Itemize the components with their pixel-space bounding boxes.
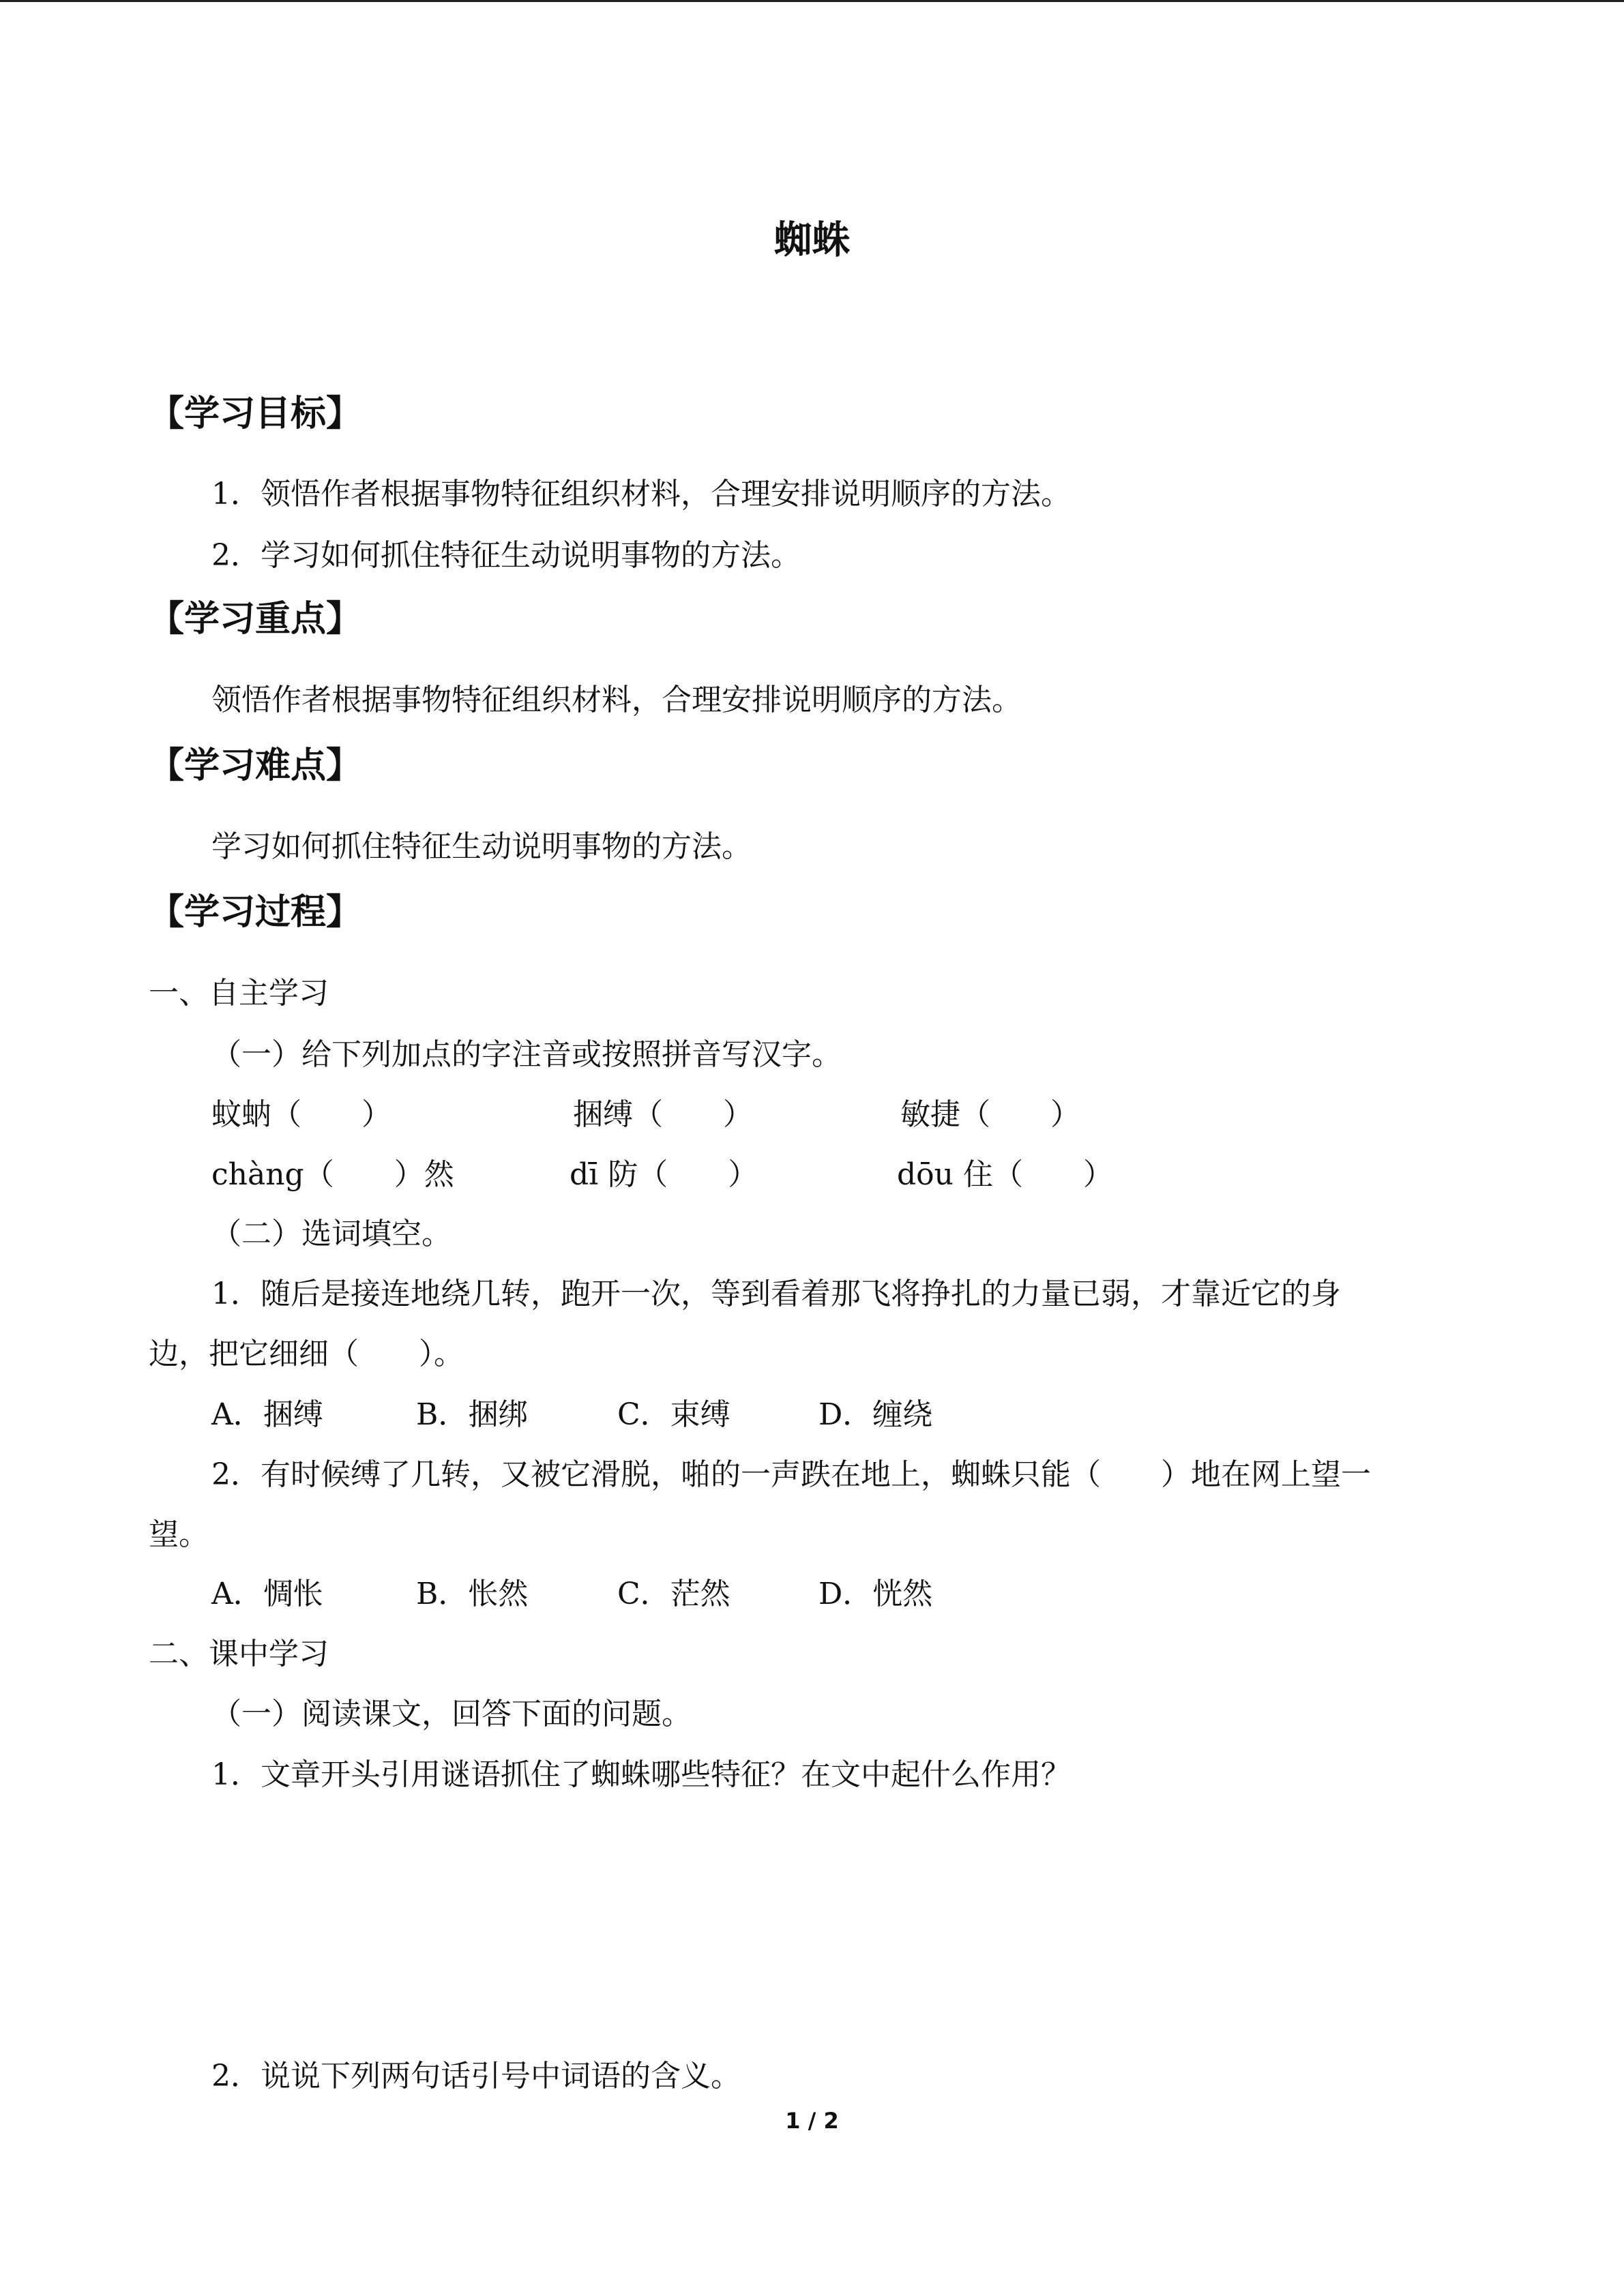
key-points-heading: 【学习重点】 [149,599,362,640]
question-text: 2．说说下列两句话引号中词语的含义。 [211,2059,741,2093]
difficulties-text: 学习如何抓住特征生动说明事物的方法。 [211,829,752,864]
objective-item: 1．领悟作者根据事物特征组织材料，合理安排说明顺序的方法。 [211,477,1071,511]
pinyin-item: dī 防（ ） [570,1157,758,1192]
option: C．束缚 [617,1397,730,1432]
pinyin-item: dōu 住（ ） [897,1157,1113,1192]
objective-item: 2．学习如何抓住特征生动说明事物的方法。 [211,538,801,573]
question-text: 边，把它细细（ ）。 [149,1337,464,1371]
process-heading: 【学习过程】 [149,892,362,933]
key-points-text: 领悟作者根据事物特征组织材料，合理安排说明顺序的方法。 [211,683,1022,717]
part2-sub1-title: （一）阅读课文，回答下面的问题。 [211,1697,692,1731]
question-text: 望。 [149,1517,209,1552]
pinyin-item: 捆缚（ ） [573,1097,753,1132]
question-text: 1．文章开头引用谜语抓住了蜘蛛哪些特征？在文中起什么作用？ [211,1757,1071,1792]
option: D．恍然 [818,1577,933,1611]
pinyin-item: 敏捷（ ） [900,1097,1080,1132]
part1-title: 一、自主学习 [149,976,329,1011]
page-number: 1 / 2 [785,2108,839,2134]
sub2-title: （二）选词填空。 [211,1217,452,1251]
pinyin-item: 蚊蚋（ ） [211,1097,392,1132]
option: B．捆绑 [416,1397,529,1432]
option: A．惆怅 [211,1577,323,1611]
question-text: 1．随后是接连地绕几转，跑开一次，等到看着那飞将挣扎的力量已弱，才靠近它的身 [211,1277,1341,1311]
part2-title: 二、课中学习 [149,1637,329,1671]
option: B．怅然 [416,1577,529,1611]
pinyin-item: chàng（ ）然 [211,1157,454,1192]
objectives-heading: 【学习目标】 [149,393,362,434]
option: D．缠绕 [818,1397,933,1432]
option: C．茫然 [617,1577,730,1611]
difficulties-heading: 【学习难点】 [149,745,362,786]
sub1-title: （一）给下列加点的字注音或按照拼音写汉字。 [211,1037,842,1072]
option: A．捆缚 [211,1397,323,1432]
page-title: 蜘蛛 [773,218,851,263]
top-border [0,0,1624,2]
question-text: 2．有时候缚了几转，又被它滑脱，啪的一声跌在地上，蜘蛛只能（ ）地在网上望一 [211,1457,1371,1492]
